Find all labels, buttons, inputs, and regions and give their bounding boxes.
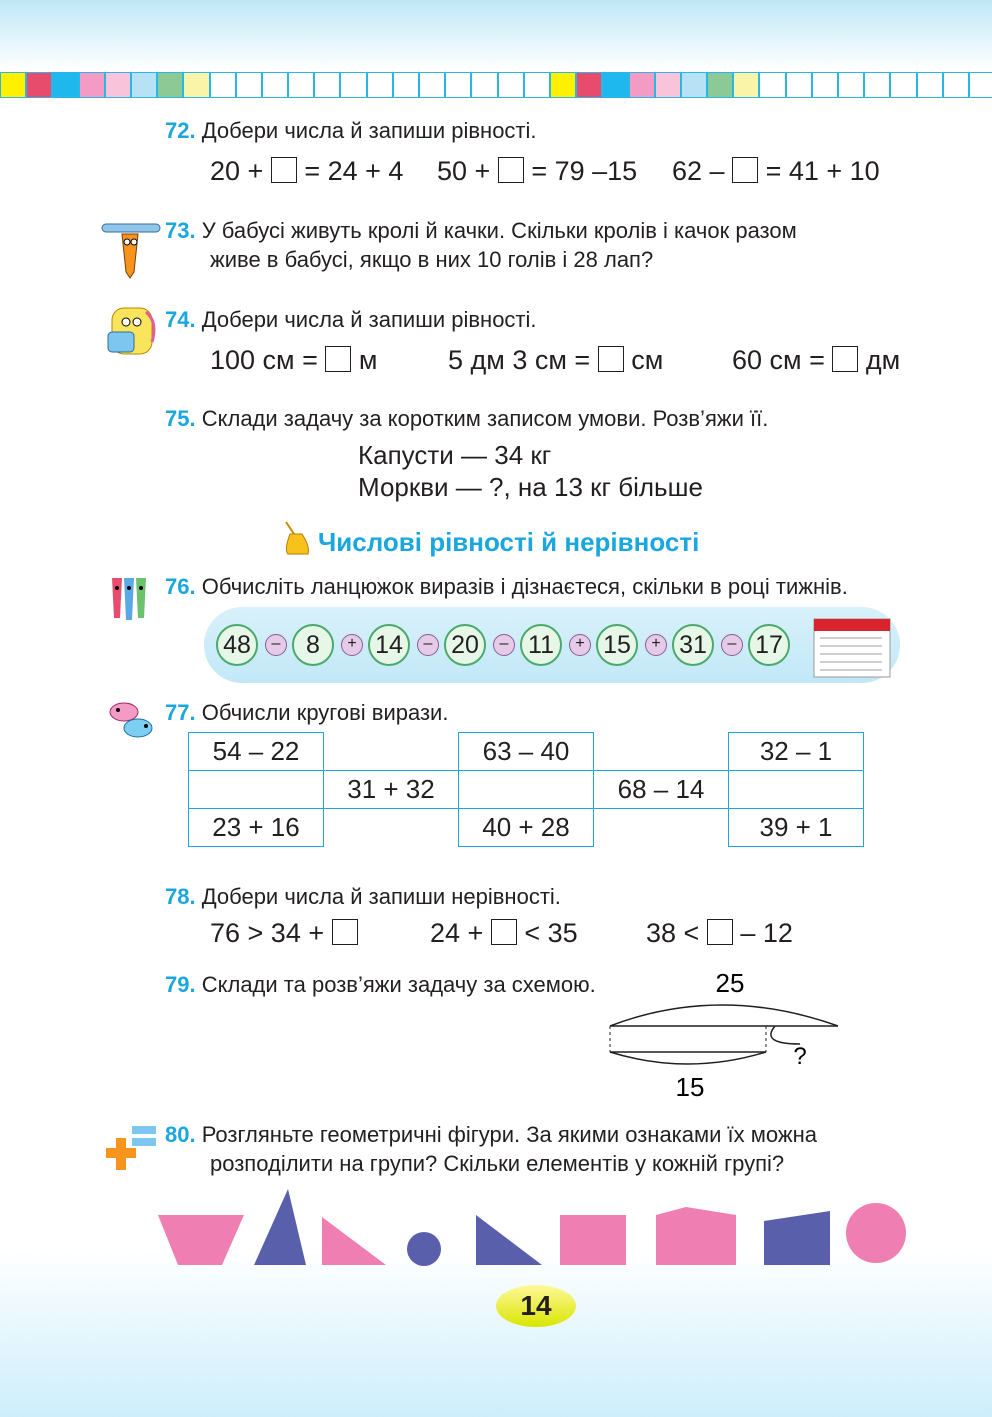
inequality-left: 38 < — [646, 918, 700, 948]
color-strip — [0, 72, 992, 100]
strip-cell — [498, 72, 524, 98]
table-cell — [459, 771, 594, 809]
strip-cell — [445, 72, 471, 98]
scheme-part-label: 15 — [675, 1072, 705, 1102]
right-triangle-shape — [476, 1215, 542, 1265]
equation-left: 5 дм 3 см = — [448, 345, 591, 375]
pencil-mascot-icon — [100, 212, 162, 280]
operator-circle: – — [721, 634, 743, 656]
answer-box[interactable] — [491, 919, 517, 945]
answer-box[interactable] — [498, 157, 524, 183]
task-78 — [165, 882, 561, 912]
pencils-mascot-icon — [102, 574, 158, 624]
operator-circle: + — [569, 634, 591, 656]
strip-cell — [236, 72, 262, 98]
strip-cell — [262, 72, 288, 98]
answer-box[interactable] — [271, 157, 297, 183]
task-79 — [165, 970, 596, 1000]
inequality — [210, 918, 358, 949]
equation-unit: см — [631, 345, 664, 375]
table-cell: 40 + 28 — [459, 809, 594, 847]
operator-circle: – — [493, 634, 515, 656]
task-number: 76. — [165, 574, 196, 599]
strip-cell — [210, 72, 236, 98]
page-number: 14 — [496, 1285, 576, 1327]
segment-scheme — [600, 964, 850, 1104]
scheme-total-label: 25 — [715, 968, 745, 998]
task-text: Добери числа й запиши рівності. — [201, 307, 537, 332]
strip-cell — [79, 72, 105, 98]
strip-cell — [681, 72, 707, 98]
condition-line: Капусти — 34 кг — [358, 440, 552, 470]
operator-circle: – — [417, 634, 439, 656]
task-80-line2: розподілити на групи? Скільки елементів у кожній групі? — [210, 1151, 785, 1176]
table-cell: 32 – 1 — [729, 733, 864, 771]
number-circle: 8 — [292, 624, 334, 666]
table-row — [189, 809, 864, 847]
strip-cell — [52, 72, 78, 98]
answer-box[interactable] — [832, 346, 858, 372]
triangle-shape — [254, 1189, 306, 1265]
strip-cell — [131, 72, 157, 98]
equation — [210, 345, 377, 376]
answer-box[interactable] — [598, 346, 624, 372]
number-circle: 48 — [216, 624, 258, 666]
equation-right: = 79 –15 — [531, 156, 638, 186]
task-number: 79. — [165, 972, 196, 997]
circular-expressions-table — [188, 732, 864, 847]
circle-shape — [407, 1232, 441, 1266]
equation-left: 60 см = — [732, 345, 825, 375]
task-75 — [165, 404, 768, 434]
equation-right: = 41 + 10 — [765, 156, 880, 186]
strip-cell — [943, 72, 969, 98]
equation-left: 100 см = — [210, 345, 318, 375]
equation-right: = 24 + 4 — [304, 156, 404, 186]
strip-cell — [419, 72, 445, 98]
equation-left: 20 + — [210, 156, 264, 186]
table-cell: 68 – 14 — [594, 771, 729, 809]
task-76 — [165, 572, 848, 602]
table-cell: 63 – 40 — [459, 733, 594, 771]
operator-circle: + — [341, 634, 363, 656]
pentagon-shape — [656, 1207, 736, 1265]
strip-cell — [26, 72, 52, 98]
number-circle: 31 — [672, 624, 714, 666]
scheme-unknown-label: ? — [793, 1043, 807, 1070]
task-text: Склади задачу за коротким записом умови. Розв’яжи її. — [201, 406, 769, 431]
task-number: 73. — [165, 218, 196, 243]
strip-cell — [917, 72, 943, 98]
number-circle: 15 — [596, 624, 638, 666]
equation — [732, 345, 900, 376]
number-circle: 17 — [748, 624, 790, 666]
task-text: Склади та розв’яжи задачу за схемою. — [201, 972, 596, 997]
table-cell — [594, 809, 729, 847]
table-cell — [729, 771, 864, 809]
strip-cell — [812, 72, 838, 98]
task-72 — [165, 116, 537, 146]
table-cell: 39 + 1 — [729, 809, 864, 847]
number-circle: 11 — [520, 624, 562, 666]
strip-cell — [340, 72, 366, 98]
inequality-right: – 12 — [740, 918, 793, 948]
table-cell — [594, 733, 729, 771]
answer-box[interactable] — [332, 919, 358, 945]
right-triangle-shape — [322, 1217, 386, 1265]
expression-chain — [204, 607, 900, 683]
equation — [210, 156, 403, 187]
task-number: 74. — [165, 307, 196, 332]
strip-cell — [890, 72, 916, 98]
task-text: Обчисли кругові вирази. — [201, 700, 449, 725]
strip-cell — [655, 72, 681, 98]
table-cell — [324, 809, 459, 847]
answer-box[interactable] — [707, 919, 733, 945]
task-text: Добери числа й запиши нерівності. — [201, 884, 561, 909]
strip-cell — [969, 72, 992, 98]
strip-cell — [786, 72, 812, 98]
task-text: У бабусі живуть кролі й качки. Скільки кролів і качок разом — [201, 218, 797, 243]
task-text: Обчисліть ланцюжок виразів і дізнаєтеся, скільки в році тижнів. — [201, 574, 848, 599]
operator-circle: + — [645, 634, 667, 656]
number-circle: 20 — [444, 624, 486, 666]
table-cell — [189, 771, 324, 809]
strip-cell — [105, 72, 131, 98]
fish-mascot-icon — [104, 694, 160, 744]
strip-cell — [471, 72, 497, 98]
table-row — [189, 733, 864, 771]
equation-unit: м — [358, 345, 378, 375]
strip-cell — [157, 72, 183, 98]
inequality-left: 76 > 34 + — [210, 918, 325, 948]
strip-cell — [550, 72, 576, 98]
task-text: Добери числа й запиши рівності. — [201, 118, 537, 143]
table-cell — [324, 733, 459, 771]
table-cell: 31 + 32 — [324, 771, 459, 809]
task-80 — [165, 1120, 907, 1150]
strip-cell — [838, 72, 864, 98]
math-signs-mascot-icon — [102, 1120, 160, 1178]
answer-box[interactable] — [325, 346, 351, 372]
trapezoid-shape — [158, 1215, 244, 1265]
strip-cell — [393, 72, 419, 98]
table-row — [189, 771, 864, 809]
equation-left: 62 – — [672, 156, 725, 186]
table-cell: 23 + 16 — [189, 809, 324, 847]
square-shape — [560, 1215, 626, 1265]
operator-circle: – — [265, 634, 287, 656]
strip-cell — [314, 72, 340, 98]
geometric-figures — [150, 1185, 920, 1275]
equation-left: 50 + — [437, 156, 491, 186]
task-number: 78. — [165, 884, 196, 909]
condition-line: Моркви — ?, на 13 кг більше — [358, 472, 703, 502]
quadrilateral-shape — [764, 1211, 830, 1265]
strip-cell — [733, 72, 759, 98]
table-cell: 54 – 22 — [189, 733, 324, 771]
task-text: Розгляньте геометричні фігури. За якими ознаками їх можна — [201, 1122, 817, 1147]
equation — [448, 345, 663, 376]
task-number: 80. — [165, 1122, 196, 1147]
calendar-icon — [810, 609, 898, 681]
strip-cell — [524, 72, 550, 98]
strip-cell — [629, 72, 655, 98]
inequality-right: < 35 — [524, 918, 578, 948]
strip-cell — [183, 72, 209, 98]
strip-cell — [367, 72, 393, 98]
task-74 — [165, 305, 537, 335]
strip-cell — [707, 72, 733, 98]
equation — [437, 156, 637, 187]
strip-cell — [576, 72, 602, 98]
answer-box[interactable] — [732, 157, 758, 183]
task-73-line2: живе в бабусі, якщо в них 10 голів і 28 лап? — [210, 247, 654, 272]
task-73 — [165, 216, 907, 246]
bell-icon — [280, 520, 312, 558]
inequality — [646, 918, 793, 949]
strip-cell — [864, 72, 890, 98]
strip-cell — [602, 72, 628, 98]
equation-unit: дм — [865, 345, 901, 375]
inequality-left: 24 + — [430, 918, 484, 948]
task-number: 72. — [165, 118, 196, 143]
number-circle: 14 — [368, 624, 410, 666]
section-title: Числові рівності й нерівності — [318, 527, 700, 557]
circle-shape — [846, 1203, 906, 1263]
task-77 — [165, 698, 448, 728]
strip-cell — [288, 72, 314, 98]
equation — [672, 156, 880, 187]
backpack-mascot-icon — [106, 302, 160, 358]
strip-cell — [0, 72, 26, 98]
inequality — [430, 918, 578, 949]
strip-cell — [759, 72, 785, 98]
task-number: 77. — [165, 700, 196, 725]
task-number: 75. — [165, 406, 196, 431]
